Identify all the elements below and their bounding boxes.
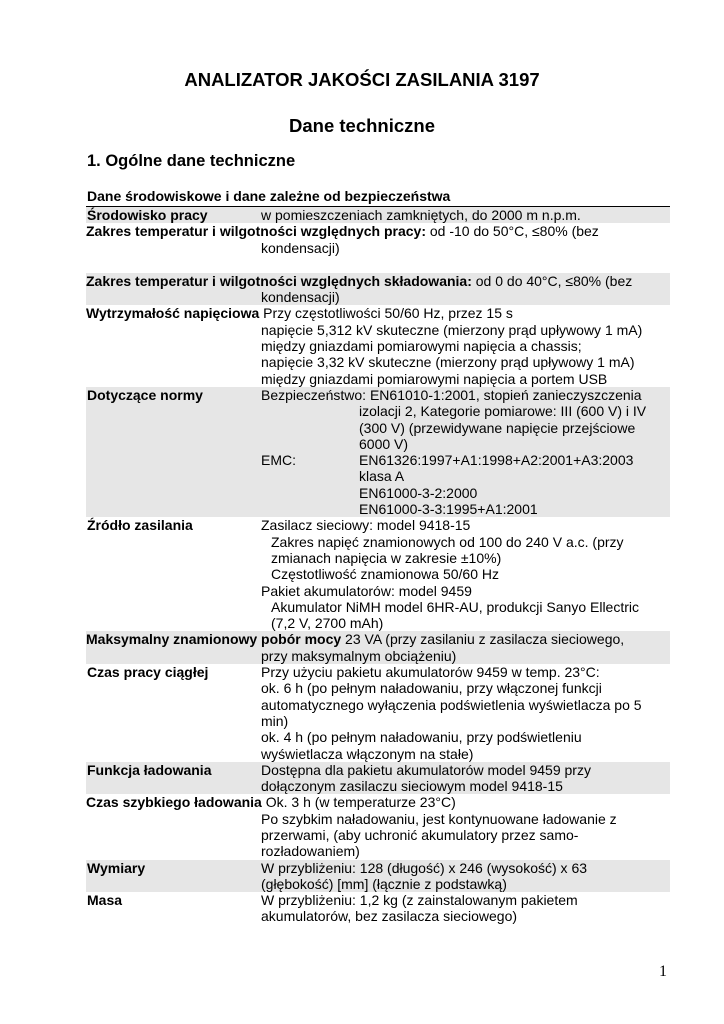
- row-label: Wytrzymałość napięciowa: [86, 305, 260, 322]
- page-number: 1: [659, 963, 667, 980]
- document-title: ANALIZATOR JAKOŚCI ZASILANIA 3197: [184, 69, 540, 90]
- table-row: [86, 860, 670, 893]
- row-value: [86, 240, 670, 256]
- row-first-line: [86, 794, 670, 810]
- row-label: Masa: [87, 892, 123, 909]
- table-row: [86, 892, 670, 925]
- row-label: Czas szybkiego ładowania: [86, 794, 262, 811]
- value-line: kondensacji): [261, 239, 340, 256]
- row-label: Źródło zasilania: [87, 517, 193, 534]
- value-line: [261, 387, 670, 403]
- document-subtitle: Dane techniczne: [289, 115, 435, 136]
- table-row: [86, 305, 670, 386]
- value-line: Zasilacz sieciowy: model 9418-15: [261, 517, 471, 534]
- row-inline-value: 23 VA (przy zasilaniu z zasilacza sieciowego,: [341, 631, 625, 648]
- table-row: [86, 273, 670, 306]
- value-line: Akumulator NiMH model 6HR-AU, produkcji Sanyo Ellectric: [271, 598, 640, 615]
- safety-standard: EN61010-1:2001, stopień zanieczyszczenia: [369, 386, 642, 403]
- value-line: zmianach napięcia w zakresie ±10%): [271, 549, 502, 566]
- emc-standard: EN61326:1997+A1:1998+A2:2001+A3:2003: [359, 452, 634, 469]
- row-value: [86, 860, 670, 893]
- row-first-line: [86, 631, 670, 647]
- row-label: Maksymalny znamionowy pobór mocy: [86, 631, 342, 648]
- row-spacer: [86, 256, 670, 273]
- value-line: między gniazdami pomiarowymi napięcia a portem USB: [261, 370, 608, 387]
- value-line: 6000 V): [359, 435, 409, 452]
- row-value: [86, 811, 670, 860]
- safety-label: Bezpieczeństwo:: [261, 386, 367, 403]
- row-label: Zakres temperatur i wilgotności względnych pracy:: [86, 223, 426, 240]
- value-line: ok. 4 h (po pełnym naładowaniu, przy podświetleniu: [261, 729, 582, 746]
- row-value: [86, 892, 670, 925]
- row-value: [86, 517, 670, 631]
- row-first-line: [86, 273, 670, 289]
- row-inline-value: od -10 do 50°C, ≤80% (bez: [425, 223, 599, 240]
- value-line: między gniazdami pomiarowymi napięcia a chassis;: [261, 338, 582, 355]
- value-line: ok. 6 h (po pełnym naładowaniu, przy włączonej funkcji: [261, 680, 602, 697]
- row-inline-value: Przy częstotliwości 50/60 Hz, przez 15 s: [259, 305, 513, 322]
- value-line: wyświetlacza włączonym na stałe): [261, 745, 474, 762]
- table-row: [86, 387, 670, 517]
- value-line: (7,2 V, 2700 mAh): [271, 615, 384, 632]
- row-value: [86, 322, 670, 387]
- table-row: [86, 631, 670, 664]
- value-line: EN61000-3-2:2000: [359, 484, 478, 501]
- row-inline-value: od 0 do 40°C, ≤80% (bez: [471, 272, 633, 289]
- emc-label: EMC:: [261, 452, 296, 469]
- row-label: Zakres temperatur i wilgotności względnych składowania:: [86, 272, 472, 289]
- value-line: w pomieszczeniach zamkniętych, do 2000 m n.p.m.: [261, 207, 581, 223]
- value-line: (300 V) (przewidywane napięcie przejściowe: [359, 419, 636, 436]
- table-caption: Dane środowiskowe i dane zależne od bezpieczeństwa: [87, 188, 451, 204]
- value-line: Po szybkim naładowaniu, jest kontynuowane ładowanie z: [261, 810, 617, 827]
- row-label: Funkcja ładowania: [87, 761, 212, 778]
- row-label: Dotyczące normy: [87, 386, 203, 403]
- table-row: [86, 223, 670, 256]
- value-line: Przy użyciu pakietu akumulatorów 9459 w temp. 23°C:: [261, 664, 600, 681]
- row-label: Wymiary: [87, 859, 146, 876]
- value-line: min): [261, 712, 289, 729]
- value-line: Częstotliwość znamionowa 50/60 Hz: [271, 566, 499, 583]
- value-line: automatycznego wyłączenia podświetlenia wyświetlacza po 5: [261, 696, 642, 713]
- row-first-line: [86, 305, 670, 321]
- row-label: Czas pracy ciągłej: [87, 664, 209, 681]
- value-line: Pakiet akumulatorów: model 9459: [261, 582, 472, 599]
- table-row: [86, 207, 670, 223]
- value-line: Zakres napięć znamionowych od 100 do 240 V a.c. (przy: [271, 533, 624, 550]
- value-line: napięcie 3,32 kV skuteczne (mierzony prąd upływowy 1 mA): [261, 354, 635, 371]
- value-line: dołączonym zasilaczu sieciowym model 9418-15: [261, 778, 563, 795]
- value-line: akumulatorów, bez zasilacza sieciowego): [261, 908, 518, 925]
- section-heading: 1. Ogólne dane techniczne: [87, 152, 296, 170]
- row-value: [86, 648, 670, 664]
- value-line: przy maksymalnym obciążeniu): [261, 647, 457, 664]
- table-row: [86, 762, 670, 795]
- value-line: (głębokość) [mm] (łącznie z podstawką): [261, 875, 507, 892]
- value-line: W przybliżeniu: 1,2 kg (z zainstalowanym pakietem: [261, 892, 578, 909]
- table-row: [86, 794, 670, 859]
- row-value: [86, 289, 670, 305]
- row-first-line: [86, 223, 670, 239]
- value-line: kondensacji): [261, 289, 340, 306]
- table-row: [86, 517, 670, 631]
- value-line: [261, 452, 670, 468]
- value-line: izolacji 2, Kategorie pomiarowe: III (600 V) i IV: [359, 403, 647, 420]
- table-row: [86, 664, 670, 762]
- value-line: klasa A: [359, 468, 405, 485]
- value-line: W przybliżeniu: 128 (długość) x 246 (wysokość) x 63: [261, 859, 588, 876]
- value-line: EN61000-3-3:1995+A1:2001: [359, 501, 538, 518]
- value-line: rozładowaniem): [261, 843, 360, 860]
- row-label: Środowisko pracy: [87, 207, 208, 223]
- spec-table: [86, 207, 670, 925]
- value-line: napięcie 5,312 kV skuteczne (mierzony prąd upływowy 1 mA): [261, 321, 643, 338]
- row-inline-value: Ok. 3 h (w temperaturze 23°C): [261, 794, 456, 811]
- row-value: [86, 387, 670, 517]
- value-line: przerwami, (aby uchronić akumulatory przez samo-: [261, 826, 579, 843]
- value-line: Dostępna dla pakietu akumulatorów model 9459 przy: [261, 761, 591, 778]
